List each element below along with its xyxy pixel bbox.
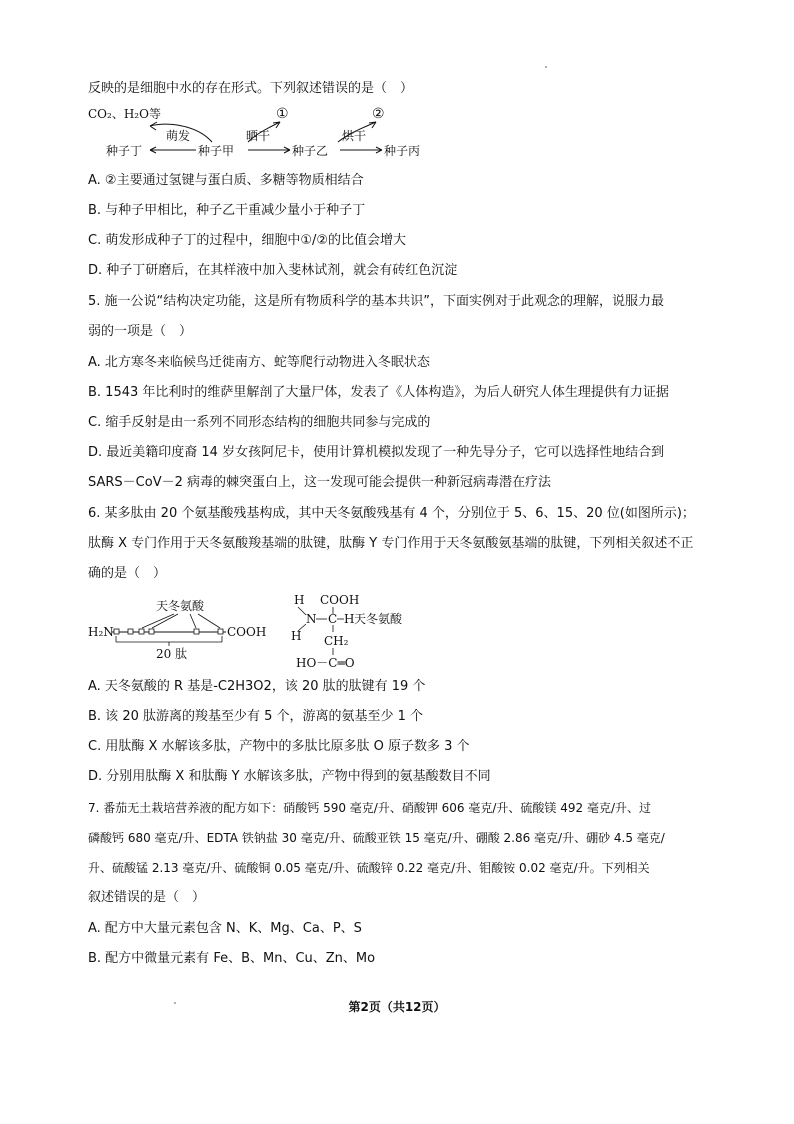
- q5-stem-line-2: 弱的一项是（ ）: [88, 324, 193, 339]
- q6-pointer-line: [152, 614, 178, 628]
- q4-seed-bing: 种子丙: [384, 144, 421, 158]
- q6-aspartic-label: 天冬氨酸: [156, 599, 205, 613]
- q4-seed-jia: 种子甲: [198, 144, 235, 158]
- q6-residue-box: [149, 629, 154, 634]
- q6-struct-ch2: CH₂: [324, 634, 349, 648]
- q6-struct-cooh: COOH: [320, 593, 360, 607]
- q6-stem-line-3: 确的是（ ）: [88, 566, 167, 581]
- q4-option-d: D. 种子丁研磨后，在其样液中加入斐林试剂，就会有砖红色沉淀: [88, 263, 458, 278]
- q4-mark-1: ①: [276, 106, 289, 122]
- page-footer: 第2页（共12页）: [348, 1000, 446, 1014]
- q6-residue-box: [218, 629, 223, 634]
- q4-co2-h2o-label: CO₂、H₂O等: [88, 107, 161, 121]
- q6-struct-c: C: [328, 612, 338, 626]
- q7-stem-line-4: 叙述错误的是（ ）: [88, 890, 206, 905]
- q6-cooh-label: COOH: [227, 625, 267, 639]
- q7-stem-line-1: 7. 番茄无土栽培营养液的配方如下：硝酸钙 590 毫克/升、硝酸钾 606 毫克/升、硫酸镁 492 毫克/升、过: [88, 801, 651, 815]
- q6-residue-box: [139, 629, 144, 634]
- q4-sun-dry-label: 晒干: [246, 129, 271, 143]
- q5-stem-line-1: 5. 施一公说“结构决定功能，这是所有物质科学的基本共识”，下面实例对于此观念的理解，说服力最: [88, 294, 665, 309]
- q6-struct-n: N: [306, 612, 317, 626]
- q4-germinate-label: 萌发: [166, 129, 191, 143]
- q5-option-d: D. 最近美籍印度裔 14 岁女孩阿尼卡，使用计算机模拟发现了一种先导分子，它可以选择性地结合到: [88, 445, 665, 460]
- q6-peptide-diagram: [86, 590, 446, 672]
- q6-option-d: D. 分别用肽酶 X 和肽酶 Y 水解该多肽，产物中得到的氨基酸数目不同: [88, 769, 491, 784]
- q6-stem-line-1: 6. 某多肽由 20 个氨基酸残基构成，其中天冬氨酸残基有 4 个，分别位于 5、6、15、20 位(如图所示)；: [88, 506, 695, 521]
- q5-option-c: C. 缩手反射是由一系列不同形态结构的细胞共同参与完成的: [88, 415, 431, 430]
- q7-stem-line-2: 磷酸钙 680 毫克/升、EDTA 铁钠盐 30 毫克/升、硫酸亚铁 15 毫克/升、硼酸 2.86 毫克/升、硼砂 4.5 毫克/: [88, 831, 665, 845]
- q4-mark-2: ②: [372, 106, 385, 122]
- q4-oven-dry-label: 烘干: [342, 129, 367, 143]
- q5-option-b: B. 1543 年比利时的维萨里解剖了大量尸体，发表了《人体构造》，为后人研究人体生理提供有力证据: [88, 385, 669, 400]
- q6-struct-bottom: HO－C═O: [296, 656, 355, 670]
- q6-pointer-line: [190, 614, 196, 628]
- q6-stem-line-2: 肽酶 X 专门作用于天冬氨酸羧基端的肽键，肽酶 Y 专门作用于天冬氨酸氨基端的肽键，下列相关叙述不正: [88, 536, 694, 551]
- q6-residue-box: [128, 629, 133, 634]
- q7-stem-line-3: 升、硫酸锰 2.13 毫克/升、硫酸铜 0.05 毫克/升、硫酸锌 0.22 毫克/升、钼酸铵 0.02 毫克/升。下列相关: [88, 861, 650, 875]
- q6-option-b: B. 该 20 肽游离的羧基至少有 5 个，游离的氨基至少 1 个: [88, 709, 424, 724]
- scan-dot: [545, 66, 547, 68]
- q4-seed-yi: 种子乙: [292, 144, 329, 158]
- q4-stem-tail: 反映的是细胞中水的存在形式。下列叙述错误的是（ ）: [88, 81, 414, 96]
- q6-residue-box: [194, 629, 199, 634]
- q7-option-b: B. 配方中微量元素有 Fe、B、Mn、Cu、Zn、Mo: [88, 951, 376, 966]
- q6-struct-h-left: H: [291, 629, 302, 643]
- q6-peptide20-label: 20 肽: [156, 647, 188, 661]
- q4-seed-ding: 种子丁: [106, 144, 143, 158]
- q4-option-c: C. 萌发形成种子丁的过程中，细胞中①/②的比值会增大: [88, 233, 407, 248]
- q6-pointer-line: [142, 614, 174, 628]
- q4-option-b: B. 与种子甲相比，种子乙干重减少量小于种子丁: [88, 203, 366, 218]
- q6-struct-h-right: H: [344, 612, 355, 626]
- q6-option-c: C. 用肽酶 X 水解该多肽，产物中的多肽比原多肽 O 原子数多 3 个: [88, 739, 470, 754]
- q4-seed-diagram: [86, 104, 446, 164]
- q6-pointer-line: [198, 614, 220, 628]
- q4-option-a: A. ②主要通过氢键与蛋白质、多糖等物质相结合: [88, 173, 364, 188]
- q6-bond: [298, 607, 306, 615]
- q7-option-a: A. 配方中大量元素包含 N、K、Mg、Ca、P、S: [88, 921, 362, 936]
- q6-struct-h-top: H: [294, 593, 305, 607]
- q6-residue-box: [114, 629, 119, 634]
- q5-option-d-cont: SARS－CoV－2 病毒的棘突蛋白上，这一发现可能会提供一种新冠病毒潜在疗法: [88, 475, 551, 490]
- q6-struct-label: 天冬氨酸: [354, 612, 403, 626]
- q6-option-a: A. 天冬氨酸的 R 基是-C2H3O2，该 20 肽的肽键有 19 个: [88, 679, 426, 694]
- q5-option-a: A. 北方寒冬来临候鸟迁徙南方、蛇等爬行动物进入冬眠状态: [88, 355, 430, 370]
- q6-h2n-label: H₂N: [88, 625, 114, 639]
